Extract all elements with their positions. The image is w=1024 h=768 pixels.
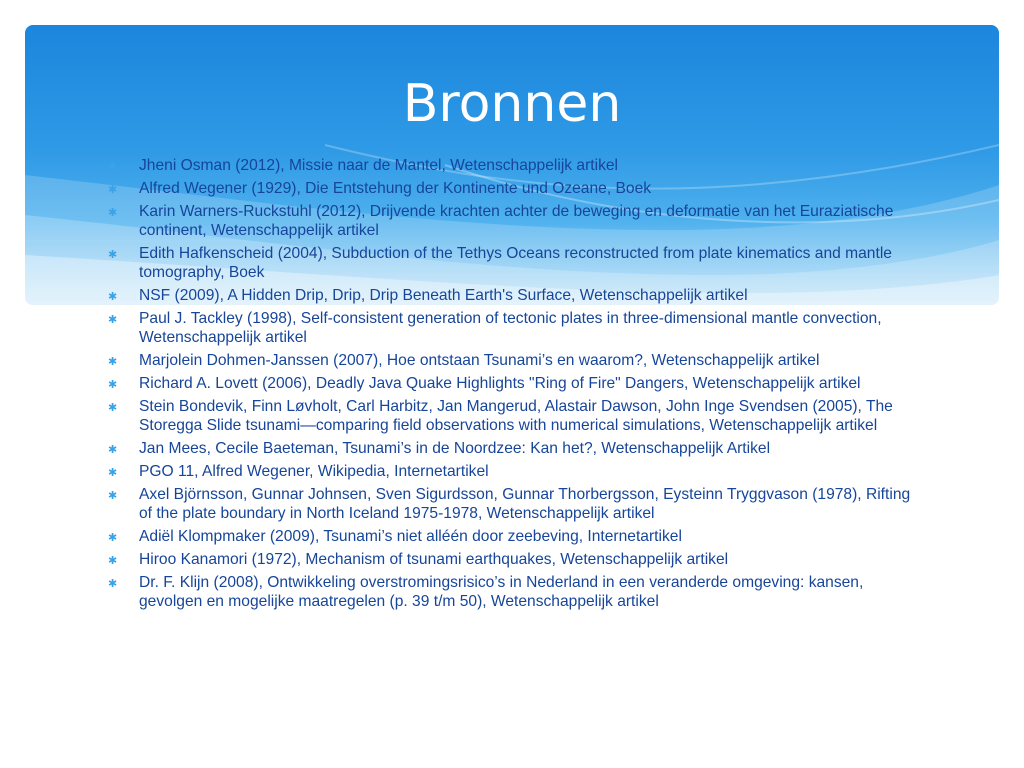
reference-text: Stein Bondevik, Finn Løvholt, Carl Harbitz, Jan Mangerud, Alastair Dawson, John Inge Svendsen (2005), The Storegga Slide tsunami—comparing field observations with numerical simulations, Wetenschappelijk artikel <box>139 398 893 434</box>
reference-item <box>108 397 918 435</box>
reference-item <box>108 202 918 240</box>
reference-text: Karin Warners-Ruckstuhl (2012), Drijvende krachten achter de beweging en deformatie van het Euraziatische continent, Wetenschappelijk artikel <box>139 203 894 239</box>
reference-item <box>108 485 918 523</box>
reference-text: Marjolein Dohmen-Janssen (2007), Hoe ontstaan Tsunami’s en waarom?, Wetenschappelijk artikel <box>139 352 820 369</box>
reference-item <box>108 462 918 481</box>
asterisk-icon: ✱ <box>108 248 118 261</box>
asterisk-icon: ✱ <box>108 313 118 326</box>
asterisk-icon: ✱ <box>108 443 118 456</box>
asterisk-icon: ✱ <box>108 401 118 414</box>
asterisk-icon: ✱ <box>108 290 118 303</box>
reference-text: Alfred Wegener (1929), Die Entstehung der Kontinente und Ozeane, Boek <box>139 180 652 197</box>
reference-item <box>108 309 918 347</box>
reference-text: Richard A. Lovett (2006), Deadly Java Quake Highlights "Ring of Fire" Dangers, Wetenschappelijk artikel <box>139 375 861 392</box>
reference-text: Adiël Klompmaker (2009), Tsunami’s niet alléén door zeebeving, Internetartikel <box>139 528 682 545</box>
reference-item <box>108 156 918 175</box>
reference-text: NSF (2009), A Hidden Drip, Drip, Drip Beneath Earth's Surface, Wetenschappelijk artikel <box>139 287 748 304</box>
slide-title: Bronnen <box>402 74 622 134</box>
reference-item <box>108 374 918 393</box>
reference-text: Edith Hafkenscheid (2004), Subduction of the Tethys Oceans reconstructed from plate kinematics and mantle tomography, Boek <box>139 245 892 281</box>
asterisk-icon: ✱ <box>108 489 118 502</box>
asterisk-icon: ✱ <box>108 355 118 368</box>
reference-item <box>108 527 918 546</box>
reference-list <box>108 156 918 615</box>
asterisk-icon: ✱ <box>108 554 118 567</box>
asterisk-icon: ✱ <box>108 577 118 590</box>
reference-text: Dr. F. Klijn (2008), Ontwikkeling overstromingsrisico’s in Nederland in een veranderde omgeving: kansen, gevolgen en mogelijke maatregelen (p. 39 t/m 50), Wetenschappelijk artikel <box>139 574 864 610</box>
reference-text: Jheni Osman (2012), Missie naar de Mantel, Wetenschappelijk artikel <box>139 157 619 174</box>
asterisk-icon: ✱ <box>108 183 118 196</box>
asterisk-icon: ✱ <box>108 466 118 479</box>
asterisk-icon: ✱ <box>108 378 118 391</box>
reference-item <box>108 550 918 569</box>
reference-text: PGO 11, Alfred Wegener, Wikipedia, Internetartikel <box>139 463 489 480</box>
reference-item <box>108 351 918 370</box>
asterisk-icon: ✱ <box>108 206 118 219</box>
reference-item <box>108 286 918 305</box>
reference-text: Axel Björnsson, Gunnar Johnsen, Sven Sigurdsson, Gunnar Thorbergsson, Eysteinn Tryggvason (1978), Rifting of the plate boundary in North Iceland 1975-1978, Wetenschappelijk artikel <box>139 486 911 522</box>
reference-text: Paul J. Tackley (1998), Self-consistent generation of tectonic plates in three-dimensional mantle convection, Wetenschappelijk artikel <box>139 310 882 346</box>
asterisk-icon: ✱ <box>108 160 118 173</box>
reference-item <box>108 244 918 282</box>
reference-item <box>108 573 918 611</box>
reference-item <box>108 179 918 198</box>
reference-item <box>108 439 918 458</box>
asterisk-icon: ✱ <box>108 531 118 544</box>
reference-text: Jan Mees, Cecile Baeteman, Tsunami’s in de Noordzee: Kan het?, Wetenschappelijk Artikel <box>139 440 771 457</box>
reference-text: Hiroo Kanamori (1972), Mechanism of tsunami earthquakes, Wetenschappelijk artikel <box>139 551 729 568</box>
